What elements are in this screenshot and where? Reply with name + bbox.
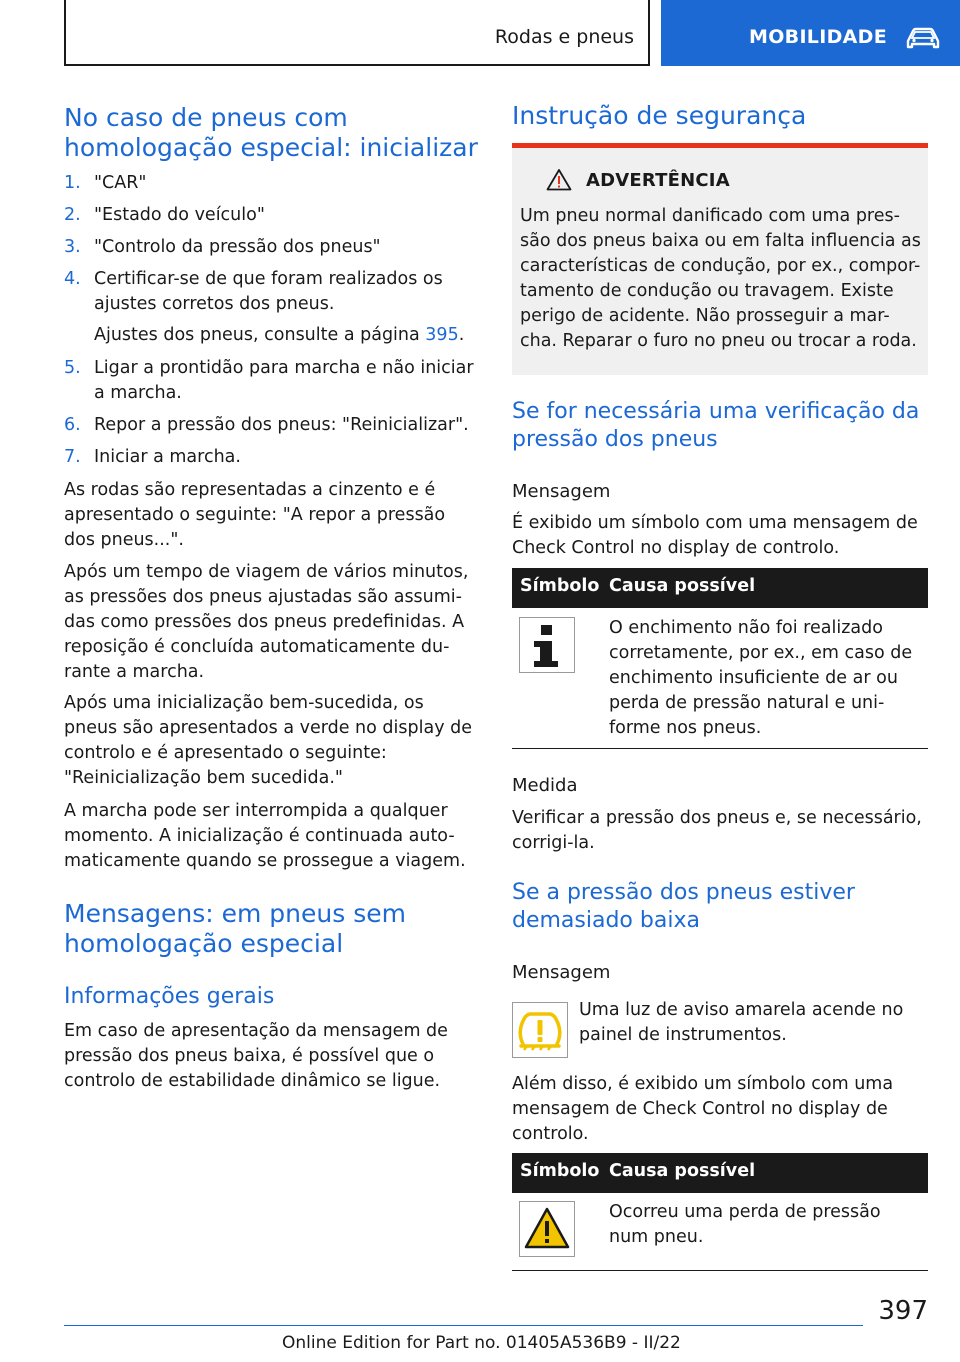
- table-header: [512, 1153, 928, 1193]
- heading-messages-no-approval: Mensagens: em pneus sem homologação especial: [64, 899, 406, 958]
- step-number: 2.: [64, 205, 81, 225]
- chapter-tab[interactable]: [661, 0, 960, 66]
- heading-safety-instruction: Instrução de segurança: [512, 101, 807, 130]
- paragraph-wheels-grey: As rodas são representadas a cinzento e é apresentado o seguinte: "A repor a pressão dos pneus...".: [64, 480, 446, 550]
- step-number: 3.: [64, 237, 81, 257]
- column-header-cause: Causa possível: [609, 576, 756, 596]
- step-text: Ligar a prontidão para marcha e não iniciar a marcha.: [94, 358, 474, 403]
- warning-triangle-icon: [519, 1201, 575, 1261]
- step-number: 7.: [64, 447, 81, 467]
- page-link-395[interactable]: 395: [425, 325, 459, 345]
- footer-rule: [64, 1325, 863, 1326]
- step-text: "Controlo da pressão dos pneus": [94, 237, 381, 257]
- measure-text: Verificar a pressão dos pneus e, se necessário, corrigi-la.: [512, 808, 922, 853]
- measure-label: Medida: [512, 775, 578, 796]
- section-title: Rodas e pneus: [494, 26, 634, 48]
- column-header-symbol: Símbolo: [520, 1161, 600, 1181]
- message-text: É exibido um símbolo com uma mensagem de Check Control no display de controlo.: [512, 513, 918, 558]
- warning-box: [512, 143, 928, 375]
- paragraph-pressures-assumed: Após um tempo de viagem de vários minutos, as pressões dos pneus ajustadas são assumi- das como pressões dos pneus predefinidas. A reposição é concluída automaticamente du- rante a marcha.: [64, 562, 469, 682]
- warning-text: Um pneu normal danificado com uma pres- são dos pneus baixa ou em falta influencia as características de condução, por ex., compor- tamento de condução ou travagem. Existe perigo de acidente. Não prosseguir a mar- cha. Reparar o furo no pneu ou trocar a roda.: [520, 206, 921, 351]
- heading-special-approval-init: No caso de pneus com homologação especial: inicializar: [64, 103, 478, 162]
- step-text: "Estado do veículo": [94, 205, 265, 225]
- warning-triangle-icon: [546, 168, 572, 195]
- tpms-text: Uma luz de aviso amarela acende no painel de instrumentos.: [579, 1000, 904, 1045]
- edition-text: Online Edition for Part no. 01405A536B9 - II/22: [282, 1333, 681, 1353]
- column-header-cause: Causa possível: [609, 1161, 756, 1181]
- heading-general-info: Informações gerais: [64, 984, 275, 1009]
- step-number: 1.: [64, 173, 81, 193]
- column-header-symbol: Símbolo: [520, 576, 600, 596]
- tire-pressure-warning-icon: [512, 1002, 568, 1062]
- table-cause-text: Ocorreu uma perda de pressão num pneu.: [609, 1202, 881, 1247]
- paragraph-stability-control: Em caso de apresentação da mensagem de pressão dos pneus baixa, é possível que o controlo de estabilidade dinâmico se ligue.: [64, 1021, 448, 1091]
- step-number: 6.: [64, 415, 81, 435]
- info-icon: [519, 617, 575, 677]
- chapter-title: MOBILIDADE: [749, 26, 888, 48]
- message-label: Mensagem: [512, 481, 611, 502]
- step-text: Iniciar a marcha.: [94, 447, 241, 467]
- step-number: 4.: [64, 269, 81, 289]
- note-period: .: [458, 325, 465, 345]
- step-number: 5.: [64, 358, 81, 378]
- heading-pressure-too-low: Se a pressão dos pneus estiver demasiado baixa: [512, 880, 855, 933]
- header-section-box: [64, 0, 650, 66]
- car-icon: [905, 26, 941, 55]
- table-header: [512, 568, 928, 608]
- heading-check-pressure: Se for necessária uma verificação da pressão dos pneus: [512, 399, 920, 452]
- warning-title: ADVERTÊNCIA: [586, 170, 730, 191]
- note-text: Ajustes dos pneus, consulte a página: [94, 325, 426, 345]
- step-text: "CAR": [94, 173, 147, 193]
- paragraph-interrupt: A marcha pode ser interrompida a qualquer momento. A inicialização é continuada auto- maticamente quando se prossegue a viagem.: [64, 801, 466, 871]
- warning-bar: [512, 143, 928, 148]
- step-text: Certificar-se de que foram realizados os ajustes corretos dos pneus.: [94, 269, 443, 314]
- message-text: Além disso, é exibido um símbolo com uma mensagem de Check Control no display de controlo.: [512, 1074, 894, 1144]
- step-note: [94, 323, 464, 348]
- table-divider: [512, 748, 928, 749]
- page-number: 397: [878, 1296, 928, 1326]
- step-text: Repor a pressão dos pneus: "Reinicializar".: [94, 415, 469, 435]
- message-label: Mensagem: [512, 962, 611, 983]
- table-cause-text: O enchimento não foi realizado corretamente, por ex., em caso de enchimento insuficiente de ar ou perda de pressão natural e uni- forme nos pneus.: [609, 618, 913, 738]
- table-divider: [512, 1270, 928, 1271]
- paragraph-init-success: Após uma inicialização bem-sucedida, os pneus são apresentados a verde no display de controlo e é apresentado o seguinte: "Reinicialização bem sucedida.": [64, 693, 472, 788]
